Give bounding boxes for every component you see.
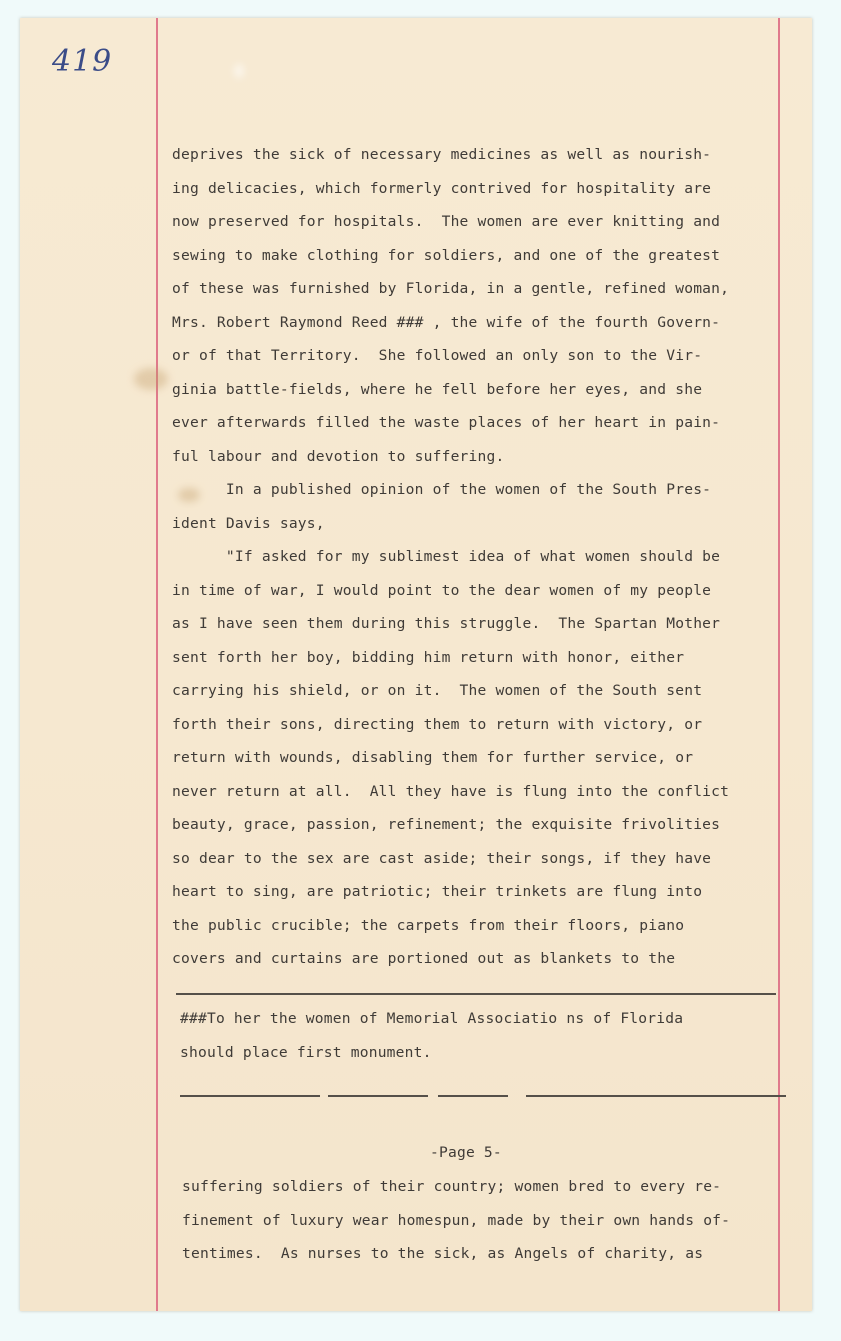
text-line: so dear to the sex are cast aside; their songs, if they have xyxy=(172,849,712,867)
dash-rule-segment xyxy=(438,1095,508,1097)
text-line: never return at all. All they have is flung into the conflict xyxy=(172,782,730,800)
text-line: ful labour and devotion to suffering. xyxy=(172,447,505,465)
text-line: beauty, grace, passion, refinement; the exquisite frivolities xyxy=(172,816,721,833)
folio-number: 419 xyxy=(52,44,113,79)
footnote-separator xyxy=(176,993,776,995)
text-line: ident Davis says, xyxy=(172,514,325,532)
footnote-line: should place first monument. xyxy=(180,1044,432,1061)
text-line: forth their sons, directing them to return with victory, or xyxy=(172,715,703,733)
text-line: suffering soldiers of their country; women bred to every re- xyxy=(182,1178,722,1195)
text-line: return with wounds, disabling them for further service, or xyxy=(172,749,694,766)
text-line: the public crucible; the carpets from their floors, piano xyxy=(172,916,685,934)
text-line: as I have seen them during this struggle. The Spartan Mother xyxy=(172,615,721,632)
text-line: finement of luxury wear homespun, made by their own hands of- xyxy=(182,1211,731,1229)
text-line: covers and curtains are portioned out as blankets to the xyxy=(172,950,676,967)
dash-rule-segment xyxy=(526,1095,786,1097)
text-line: in time of war, I would point to the dear women of my people xyxy=(172,581,712,599)
right-margin-line xyxy=(778,18,780,1311)
text-line: now preserved for hospitals. The women are ever knitting and xyxy=(172,213,721,230)
dash-rule-segment xyxy=(180,1095,320,1097)
typed-page xyxy=(20,18,812,1311)
left-margin-line xyxy=(156,18,158,1311)
dash-rule-segment xyxy=(328,1095,428,1097)
page-label: -Page 5- xyxy=(430,1144,502,1161)
text-line: carrying his shield, or on it. The women of the South sent xyxy=(172,682,703,699)
paper-mark xyxy=(234,64,244,78)
text-line: ever afterwards filled the waste places of her heart in pain- xyxy=(172,414,721,431)
text-line: Mrs. Robert Raymond Reed ### , the wife of the fourth Govern- xyxy=(172,313,721,331)
text-line: ing delicacies, which formerly contrived for hospitality are xyxy=(172,179,712,197)
text-line: ginia battle-fields, where he fell before her eyes, and she xyxy=(172,380,703,398)
text-line: sent forth her boy, bidding him return with honor, either xyxy=(172,648,685,666)
footnote-line: ###To her the women of Memorial Associatio ns of Florida xyxy=(180,1010,684,1027)
text-line: sewing to make clothing for soldiers, and one of the greatest xyxy=(172,246,721,264)
foxing-stain xyxy=(134,368,168,390)
text-line: heart to sing, are patriotic; their trinkets are flung into xyxy=(172,883,703,900)
text-line: of these was furnished by Florida, in a gentle, refined woman, xyxy=(172,280,730,297)
text-line: "If asked for my sublimest idea of what women should be xyxy=(172,548,721,565)
text-line: deprives the sick of necessary medicines as well as nourish- xyxy=(172,146,712,163)
text-line: In a published opinion of the women of the South Pres- xyxy=(172,481,712,498)
text-line: tentimes. As nurses to the sick, as Angels of charity, as xyxy=(182,1245,704,1262)
text-line: or of that Territory. She followed an only son to the Vir- xyxy=(172,347,703,364)
